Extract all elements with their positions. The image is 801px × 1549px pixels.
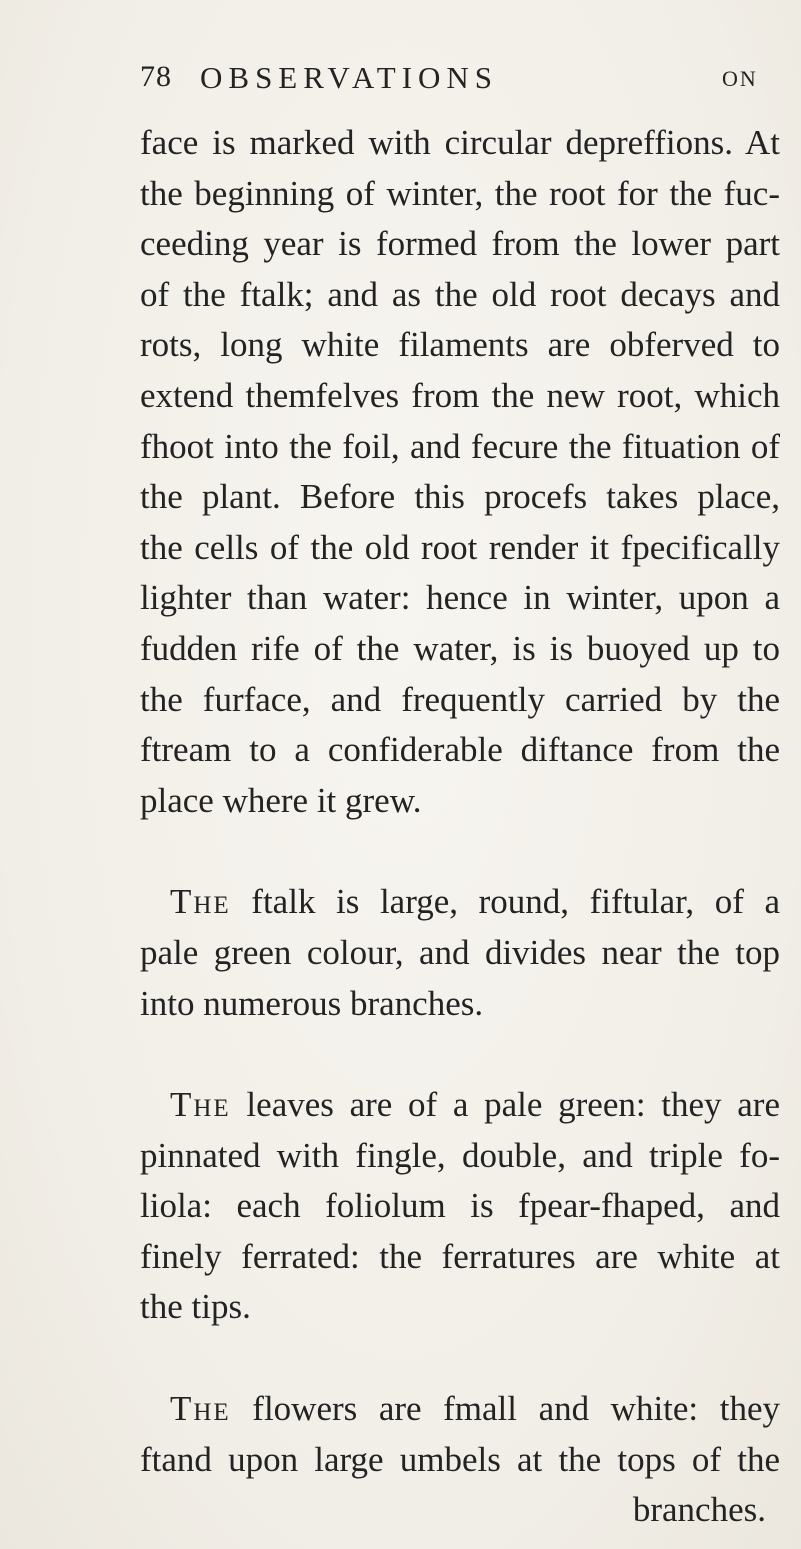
text-line [140, 877, 780, 928]
text-line: branches. [632, 1490, 766, 1530]
text-line: pale green colour, and divides near the top [140, 932, 780, 972]
running-head-suffix: ON [722, 66, 758, 91]
paragraph-lead: The [170, 1389, 231, 1429]
text-line: of the ftalk; and as the old root decays and [140, 274, 780, 314]
text-span: leaves are of a pale green: they are [230, 1085, 780, 1125]
text-span: flowers are fmall and white: they [230, 1389, 780, 1429]
text-line: fhoot into the foil, and fecure the fituation of [140, 426, 780, 466]
text-line: finely ferrated: the ferratures are white at [140, 1236, 780, 1276]
paragraph-3 [140, 1080, 780, 1333]
text-line [140, 1384, 780, 1435]
text-span: ftalk is large, round, fiftular, of a [230, 882, 780, 922]
text-line: the tips. [140, 1287, 251, 1327]
text-line: ceeding year is formed from the lower part [140, 224, 780, 264]
paragraph-1 [140, 118, 780, 826]
text-line: liola: each foliolum is fpear-fhaped, and [140, 1186, 780, 1226]
page-header [140, 60, 760, 104]
body-text [140, 118, 780, 1536]
text-line: extend themfelves from the new root, which [140, 375, 780, 415]
paragraph-spacer [140, 1029, 780, 1080]
text-line: the furface, and frequently carried by the [140, 679, 780, 719]
page-number: 78 [140, 60, 172, 93]
text-line: face is marked with circular depreffions. At [140, 123, 780, 162]
text-line: fudden rife of the water, is is buoyed up to [140, 628, 780, 668]
text-line [140, 1080, 780, 1131]
paragraph-spacer [140, 1333, 780, 1384]
text-line: rots, long white filaments are obferved to [140, 325, 780, 365]
text-line: pinnated with fingle, double, and triple fo- [140, 1135, 780, 1175]
text-line: the plant. Before this procefs takes place, [140, 477, 780, 517]
paragraph-lead: The [170, 1085, 231, 1125]
text-line: ftand upon large umbels at the tops of the [140, 1439, 780, 1479]
text-line: the beginning of winter, the root for the fuc- [140, 173, 780, 213]
paragraph-4 [140, 1384, 780, 1536]
text-line: ftream to a confiderable diftance from the [140, 730, 780, 770]
text-line: place where it grew. [140, 780, 422, 820]
paragraph-2 [140, 877, 780, 1029]
running-head: OBSERVATIONS [200, 60, 499, 95]
text-line: lighter than water: hence in winter, upon a [140, 578, 780, 618]
text-line: the cells of the old root render it fpecifically [140, 527, 780, 567]
paragraph-lead: The [170, 882, 231, 922]
paragraph-spacer [140, 826, 780, 877]
text-line: into numerous branches. [140, 983, 484, 1023]
